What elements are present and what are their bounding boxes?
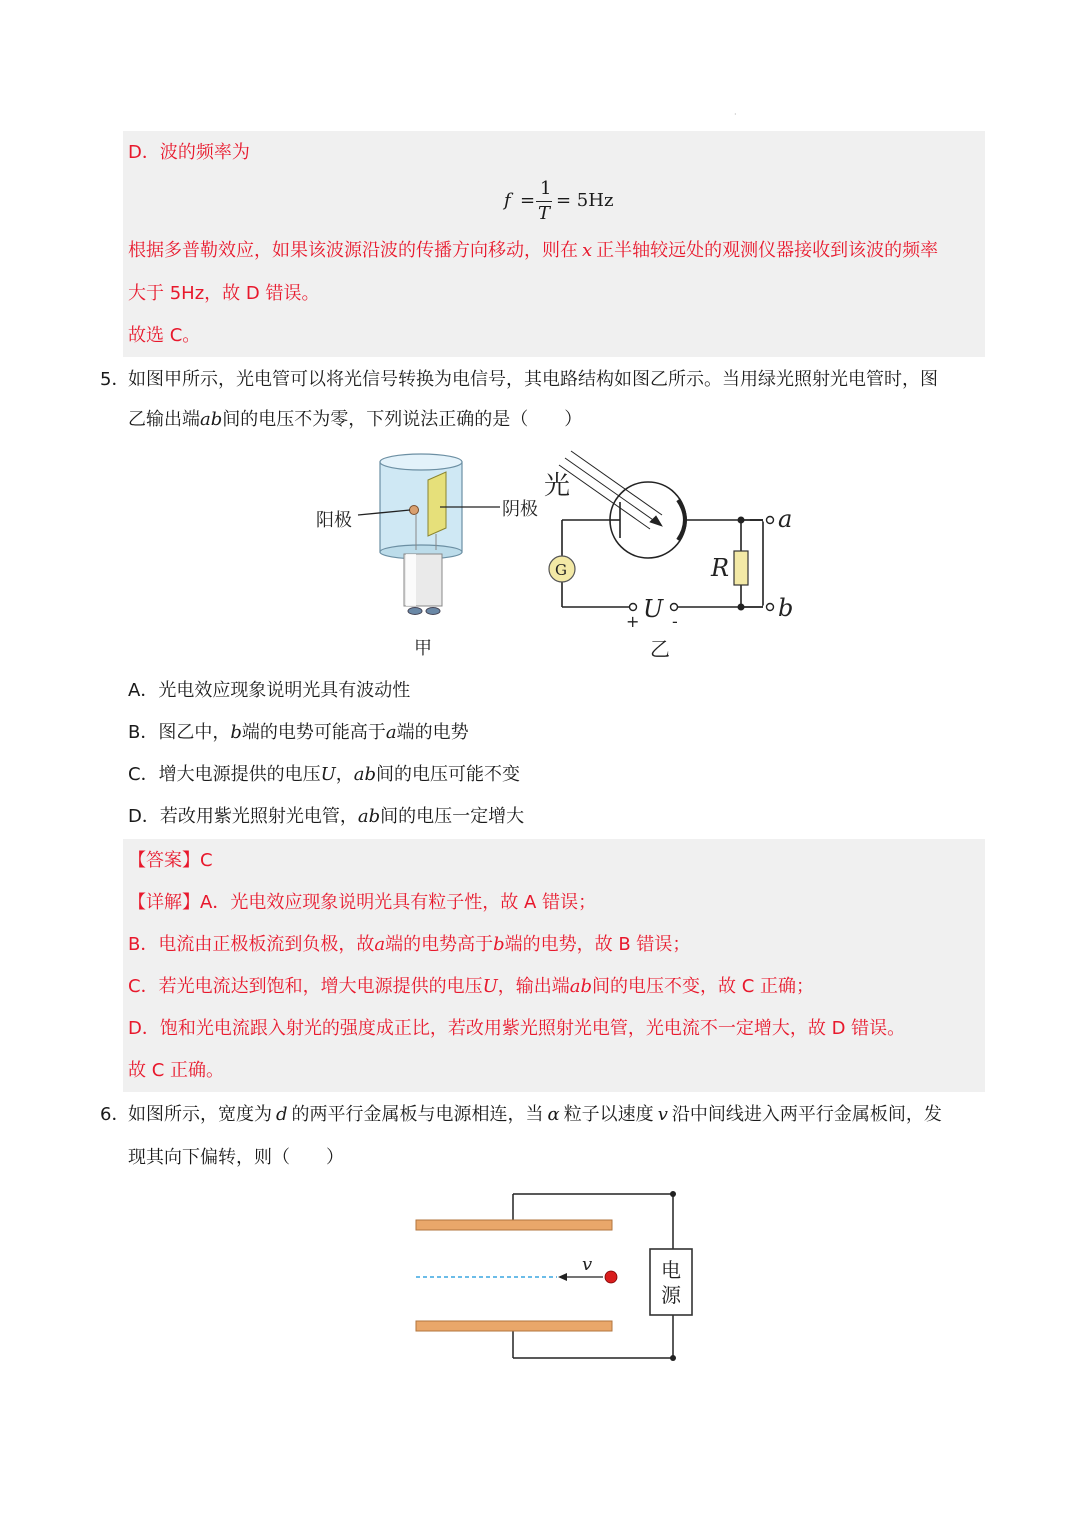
formula-rhs: = 5Hz — [556, 190, 614, 211]
junction-bottom — [738, 604, 745, 611]
q5-option-a[interactable]: A．光电效应现象说明光具有波动性 — [128, 680, 411, 701]
formula-eq: = — [520, 190, 536, 211]
junction-top — [738, 517, 745, 524]
junction-bottom — [670, 1355, 676, 1361]
q5-option-b[interactable]: B．图乙中，b端的电势可能高于a端的电势 — [128, 722, 469, 743]
caption-yi: 乙 — [650, 637, 670, 661]
label-v: v — [582, 1254, 593, 1275]
label-source-2: 源 — [661, 1283, 681, 1307]
q5-answer-box — [123, 839, 985, 1092]
phototube-figure — [358, 454, 500, 615]
label-source-1: 电 — [661, 1258, 681, 1282]
source-terminal-minus — [671, 604, 678, 611]
top-mark: · — [734, 110, 737, 119]
prev-line-3: 大于 5Hz，故 D 错误。 — [128, 283, 320, 304]
resistor — [734, 551, 748, 585]
upper-plate — [416, 1220, 612, 1230]
q5-explain-4: D．饱和光电流跟入射光的强度成正比，若改用紫光照射光电管，光电流不一定增大，故 D 错误。 — [128, 1018, 906, 1039]
caption-jia: 甲 — [414, 638, 432, 659]
lower-plate — [416, 1321, 612, 1331]
q5-explain-5: 故 C 正确。 — [128, 1060, 225, 1081]
q6-number: 6． — [100, 1104, 130, 1125]
label-cathode: 阴极 — [502, 499, 538, 520]
label-r: R — [711, 554, 730, 582]
frequency-formula — [504, 178, 624, 228]
label-u: U — [643, 595, 664, 623]
velocity-arrow-head — [558, 1273, 567, 1281]
q5-figure — [300, 450, 820, 665]
formula-lhs: f — [504, 190, 511, 211]
formula-den: T — [538, 203, 551, 224]
label-light: 光 — [544, 471, 571, 501]
label-b: b — [778, 594, 794, 622]
q6-figure — [405, 1185, 705, 1370]
terminal-a — [767, 517, 774, 524]
label-minus: - — [672, 612, 678, 631]
q5-option-c[interactable]: C．增大电源提供的电压U，ab间的电压可能不变 — [128, 764, 521, 785]
label-g: G — [555, 561, 567, 579]
alpha-particle — [605, 1271, 617, 1283]
label-anode: 阳极 — [316, 510, 352, 531]
label-a: a — [778, 505, 793, 533]
q5-number: 5． — [100, 369, 130, 390]
terminal-b — [767, 604, 774, 611]
prev-line-2: 根据多普勒效应，如果该波源沿波的传播方向移动，则在 x 正半轴较远处的观测仪器接收到该波的频率 — [128, 240, 939, 261]
source-terminal-plus — [630, 604, 637, 611]
prev-d-label: D．波的频率为 — [128, 142, 250, 163]
q5-stem-line-2: 乙输出端ab间的电压不为零，下列说法正确的是（ ） — [128, 409, 583, 430]
q5-explain-3: C．若光电流达到饱和，增大电源提供的电压U，输出端ab间的电压不变，故 C 正确； — [128, 976, 815, 997]
q5-option-d[interactable]: D．若改用紫光照射光电管，ab间的电压一定增大 — [128, 806, 525, 827]
q5-explain-2: B．电流由正极板流到负极，故a端的电势高于b端的电势，故 B 错误； — [128, 934, 691, 955]
junction-top — [670, 1191, 676, 1197]
prev-conclusion: 故选 C。 — [128, 325, 201, 346]
q5-stem-line-1: 如图甲所示，光电管可以将光信号转换为电信号，其电路结构如图乙所示。当用绿光照射光电管时，图 — [128, 369, 938, 390]
label-plus: + — [626, 612, 640, 631]
q6-stem-line-2: 现其向下偏转，则（ ） — [128, 1147, 344, 1168]
fraction-bar — [536, 201, 552, 202]
formula-num: 1 — [540, 178, 552, 199]
q5-explain-1: 【详解】A．光电效应现象说明光具有粒子性，故 A 错误； — [128, 892, 597, 913]
q6-stem-line-1: 如图所示，宽度为 d 的两平行金属板与电源相连，当 α 粒子以速度 v 沿中间线进入两平行金属板间，发 — [128, 1104, 942, 1125]
q5-answer: 【答案】C — [128, 850, 213, 871]
